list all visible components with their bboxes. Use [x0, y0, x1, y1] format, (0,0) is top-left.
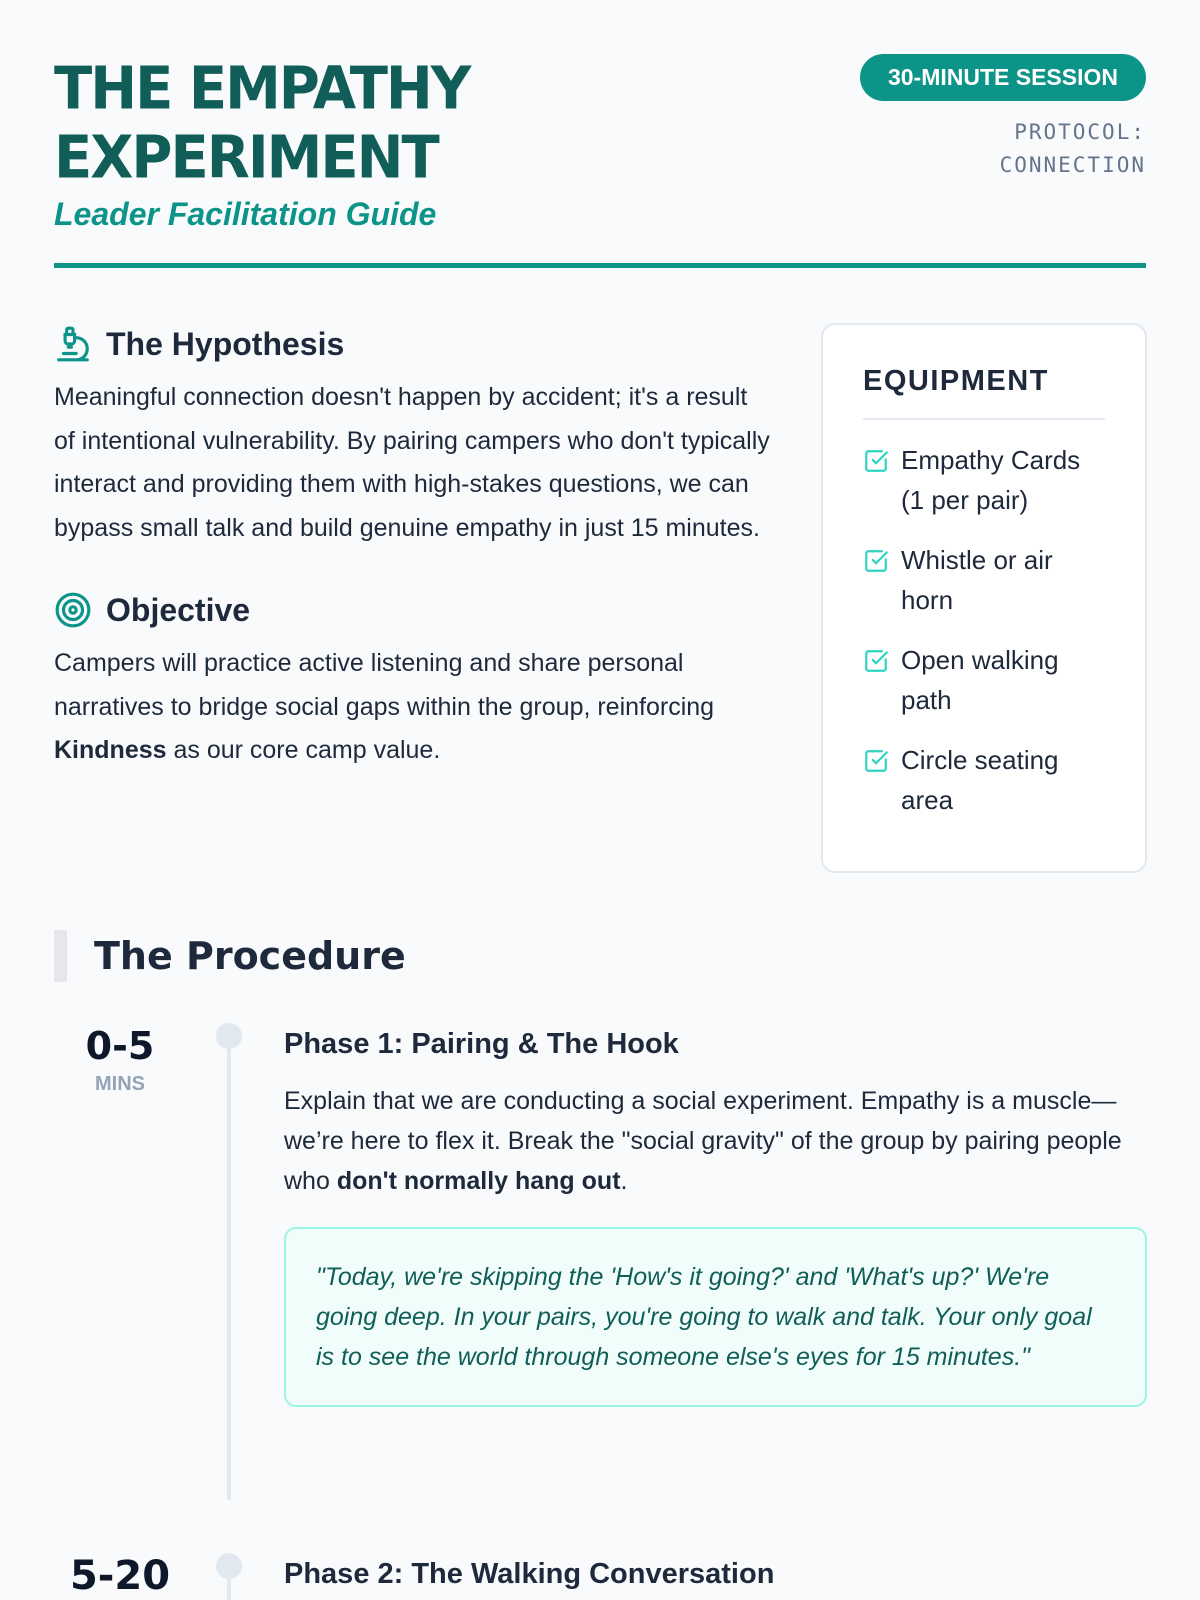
- equipment-label: Circle seating area: [901, 745, 1059, 815]
- script-quote: "Today, we're skipping the 'How's it going?' and 'What's up?' We're going deep. In your pairs, you're going to walk and talk. Your only goal is to see the world through someone else's eyes for 15 minutes.": [284, 1227, 1147, 1407]
- equipment-label: Open walking path: [901, 645, 1059, 715]
- phase-1: [284, 1028, 1147, 1407]
- hypothesis-heading: [54, 318, 774, 370]
- equipment-card: [821, 323, 1147, 873]
- equipment-label: Whistle or air horn: [901, 545, 1053, 615]
- equipment-item: [863, 740, 1105, 820]
- timeline-dot: [216, 1553, 242, 1579]
- phase-2: [284, 1558, 1147, 1591]
- phase-text-end: .: [620, 1167, 628, 1195]
- equipment-label: Empathy Cards (1 per pair): [901, 445, 1081, 515]
- equipment-item: [863, 640, 1105, 720]
- session-badge: 30-MINUTE SESSION: [860, 54, 1146, 101]
- equipment-item: [863, 540, 1105, 620]
- phase-time: 0-5: [85, 1024, 155, 1068]
- checkbox-checked-icon: [863, 548, 889, 574]
- equipment-item: [863, 440, 1105, 520]
- title-line-2: EXPERIMENT: [54, 124, 438, 193]
- equipment-list: [863, 440, 1105, 820]
- protocol-line-2: CONNECTION: [999, 153, 1146, 177]
- protocol-label: [1000, 116, 1146, 182]
- objective-heading: [54, 584, 774, 636]
- phase-title: Phase 1: Pairing & The Hook: [284, 1028, 679, 1060]
- checkbox-checked-icon: [863, 448, 889, 474]
- checkbox-checked-icon: [863, 648, 889, 674]
- phase-time-unit: MINS: [95, 1073, 145, 1095]
- phase-time: 5-20: [69, 1553, 171, 1599]
- equipment-heading: EQUIPMENT: [863, 365, 1105, 420]
- phase-emphasis: don't normally hang out: [336, 1167, 621, 1195]
- procedure-heading: The Procedure: [54, 930, 406, 982]
- objective-body: [54, 642, 774, 773]
- timeline-dot: [216, 1023, 242, 1049]
- microscope-icon: [54, 325, 92, 363]
- header: [54, 54, 1146, 268]
- target-icon: [54, 591, 92, 629]
- phase-title: Phase 2: The Walking Conversation: [284, 1558, 775, 1590]
- checkbox-checked-icon: [863, 748, 889, 774]
- phase-body: [284, 1081, 1147, 1201]
- intro-column: [54, 318, 774, 773]
- objective-text-end: as our core camp value.: [166, 736, 441, 764]
- timeline-line: [227, 1030, 231, 1500]
- objective-text: Campers will practice active listening and share personal narratives to bridge social gaps within the group, reinforcing: [54, 649, 715, 721]
- hypothesis-body: Meaningful connection doesn't happen by accident; it's a result of intentional vulnerability. By pairing campers who don't typically interact and providing them with high-stakes questions, we can bypass small talk and build genuine empathy in just 15 minutes.: [54, 383, 770, 542]
- protocol-line-1: PROTOCOL:: [1014, 120, 1146, 144]
- title-line-1: THE EMPATHY: [54, 54, 470, 123]
- objective-emphasis: Kindness: [54, 736, 167, 764]
- phase-text: Explain that we are conducting a social experiment. Empathy is a muscle—we’re here to flex it. Break the "social gravity" of the group by pairing people who: [284, 1087, 1122, 1195]
- objective-title: Objective: [106, 591, 251, 628]
- hypothesis-title: The Hypothesis: [106, 325, 345, 362]
- subtitle: Leader Facilitation Guide: [54, 196, 437, 232]
